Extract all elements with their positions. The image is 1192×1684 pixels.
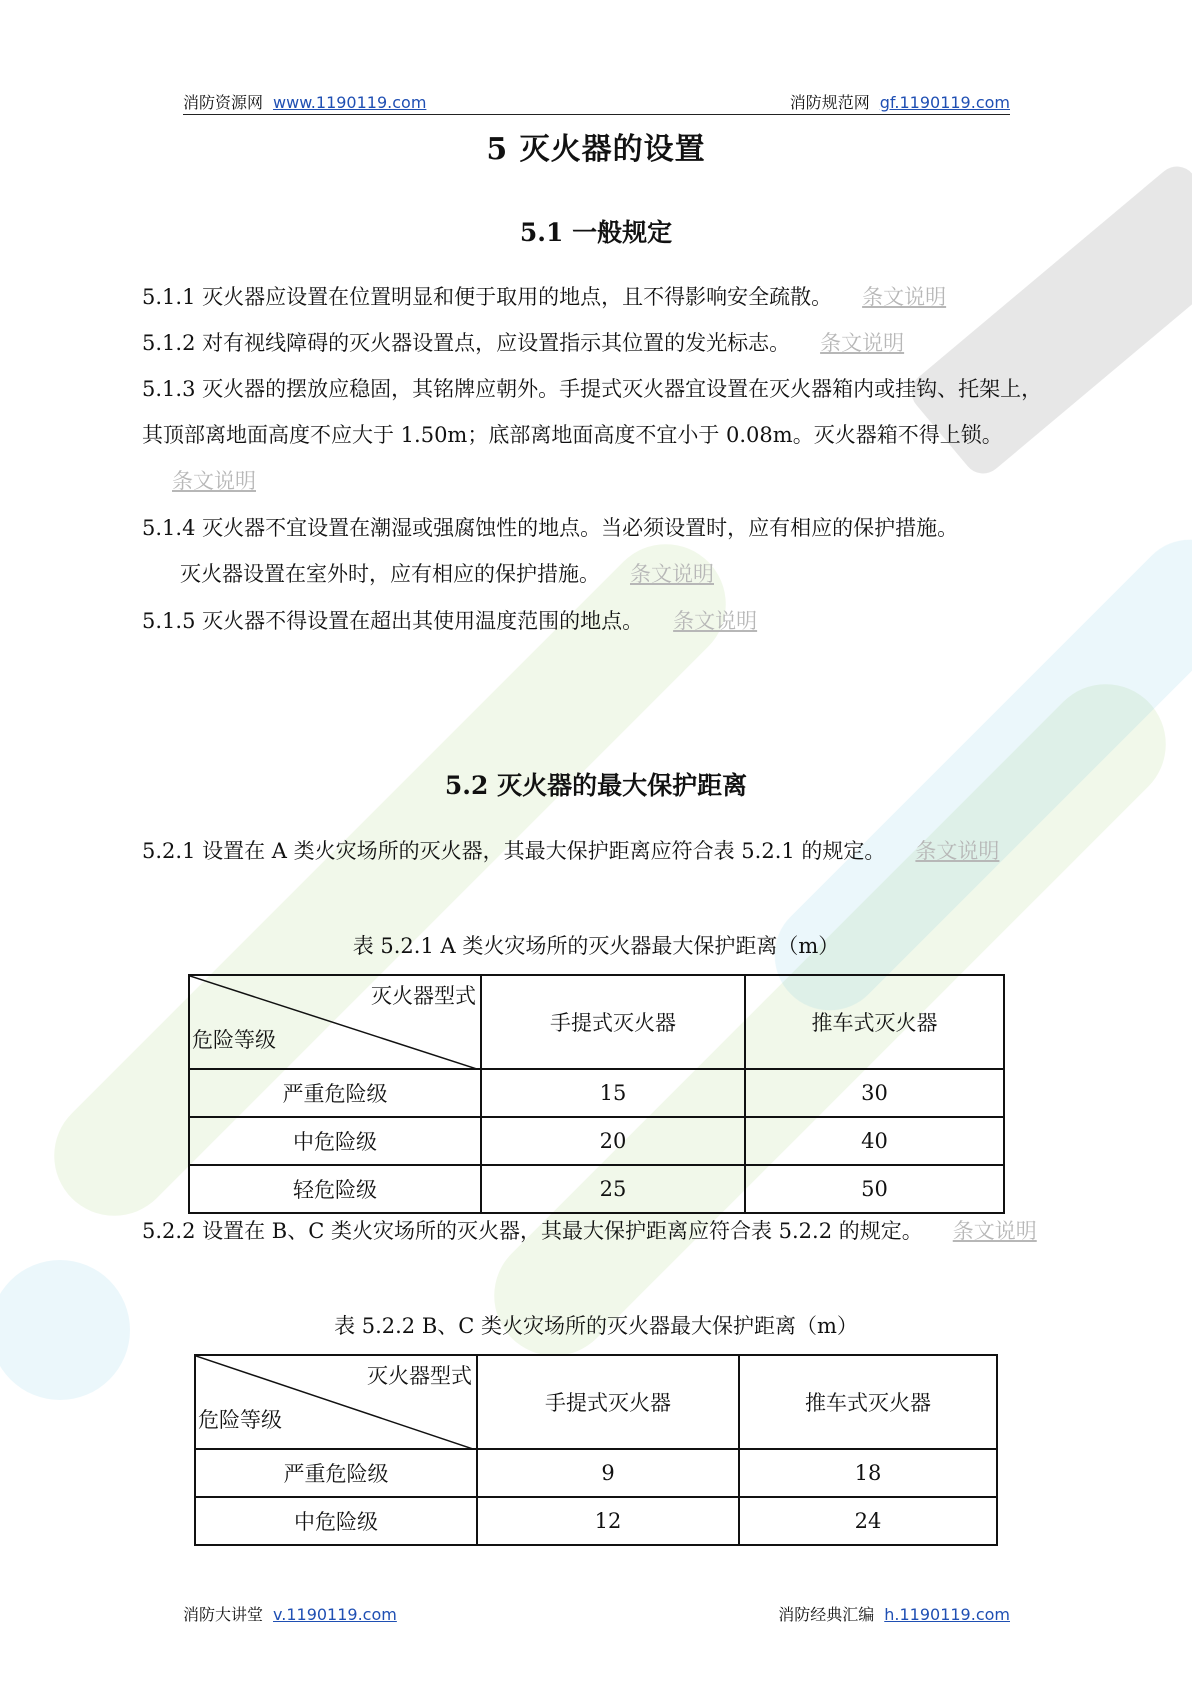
clause-note-link[interactable]: 条文说明: [673, 609, 758, 633]
table-corner-cell: [195, 1355, 477, 1449]
row-level: 严重危险级: [195, 1449, 477, 1497]
row-cart-value: 40: [745, 1117, 1004, 1165]
corner-bottom-label: 危险等级: [198, 1408, 282, 1432]
table-row: [189, 1165, 1004, 1213]
table-row: [195, 1449, 997, 1497]
chapter-title: 5 灭火器的设置: [486, 132, 706, 167]
footer-left-label: 消防大讲堂: [183, 1605, 264, 1624]
clause-note-link[interactable]: 条文说明: [952, 1219, 1037, 1243]
clause-text-cont: 灭火器设置在室外时，应有相应的保护措施。: [180, 562, 600, 586]
row-cart-value: 50: [745, 1165, 1004, 1213]
clause-note-link[interactable]: 条文说明: [862, 285, 947, 309]
clause-text: 5.1.1 灭火器应设置在位置明显和便于取用的地点，且不得影响安全疏散。: [142, 285, 833, 309]
section-title-5-2: 5.2 灭火器的最大保护距离: [444, 771, 748, 800]
corner-bottom-label: 危险等级: [192, 1028, 276, 1052]
footer-left-link[interactable]: v.1190119.com: [273, 1605, 397, 1624]
table-5-2-1: [188, 974, 1005, 1214]
corner-top-label: 灭火器型式: [367, 1364, 472, 1388]
header-right-link[interactable]: gf.1190119.com: [879, 93, 1010, 112]
table-row: [189, 1069, 1004, 1117]
table-row: [189, 1117, 1004, 1165]
row-cart-value: 24: [739, 1497, 997, 1545]
clause-5-1-2: [142, 320, 1052, 366]
clause-note-link[interactable]: 条文说明: [820, 331, 905, 355]
table-1-caption: 表 5.2.1 A 类火灾场所的灭火器最大保护距离（m）: [352, 934, 840, 958]
clause-5-1-4: [142, 505, 1052, 597]
clause-note-link[interactable]: 条文说明: [172, 469, 256, 493]
clause-5-2-2: [142, 1208, 1052, 1254]
row-hand-value: 9: [477, 1449, 739, 1497]
row-hand-value: 12: [477, 1497, 739, 1545]
table-2-caption: 表 5.2.2 B、C 类火灾场所的灭火器最大保护距离（m）: [334, 1314, 858, 1338]
table-corner-cell: [189, 975, 481, 1069]
col-header-hand: 手提式灭火器: [481, 975, 745, 1069]
col-header-cart: 推车式灭火器: [745, 975, 1004, 1069]
row-level: 轻危险级: [189, 1165, 481, 1213]
clause-text: 5.2.1 设置在 A 类火灾场所的灭火器，其最大保护距离应符合表 5.2.1 的规定。: [142, 839, 886, 863]
clause-5-1-3: [142, 366, 1052, 504]
clause-text: 5.1.3 灭火器的摆放应稳固，其铭牌应朝外。手提式灭火器宜设置在灭火器箱内或挂钩、托架上，其顶部离地面高度不应大于 1.50m；底部离地面高度不宜小于 0.08m。灭火器箱不得上锁。: [142, 377, 1043, 447]
clause-5-2-1: [142, 828, 1052, 874]
col-header-hand: 手提式灭火器: [477, 1355, 739, 1449]
table-5-2-2: [194, 1354, 998, 1546]
clause-5-1-1: [142, 274, 1052, 320]
footer-right-link[interactable]: h.1190119.com: [884, 1605, 1010, 1624]
header-left-link[interactable]: www.1190119.com: [273, 93, 427, 112]
row-hand-value: 20: [481, 1117, 745, 1165]
clause-note-link[interactable]: 条文说明: [915, 839, 1000, 863]
clause-text: 5.1.5 灭火器不得设置在超出其使用温度范围的地点。: [142, 609, 644, 633]
row-cart-value: 18: [739, 1449, 997, 1497]
table-row: [195, 1497, 997, 1545]
row-level: 中危险级: [189, 1117, 481, 1165]
col-header-cart: 推车式灭火器: [739, 1355, 997, 1449]
row-hand-value: 25: [481, 1165, 745, 1213]
clause-note-link[interactable]: 条文说明: [630, 562, 714, 586]
footer-right-label: 消防经典汇编: [778, 1605, 875, 1624]
clause-5-1-5: [142, 598, 1052, 644]
header-right-label: 消防规范网: [789, 93, 870, 112]
clause-text: 5.2.2 设置在 B、C 类火灾场所的灭火器，其最大保护距离应符合表 5.2.2 的规定。: [142, 1219, 923, 1243]
clause-text: 5.1.4 灭火器不宜设置在潮湿或强腐蚀性的地点。当必须设置时，应有相应的保护措施。: [142, 516, 959, 540]
clause-text: 5.1.2 对有视线障碍的灭火器设置点，应设置指示其位置的发光标志。: [142, 331, 791, 355]
page-footer: [183, 1600, 1010, 1626]
row-level: 中危险级: [195, 1497, 477, 1545]
section-title-5-1: 5.1 一般规定: [519, 218, 673, 247]
corner-top-label: 灭火器型式: [371, 984, 476, 1008]
row-level: 严重危险级: [189, 1069, 481, 1117]
row-hand-value: 15: [481, 1069, 745, 1117]
row-cart-value: 30: [745, 1069, 1004, 1117]
header-left-label: 消防资源网: [183, 93, 264, 112]
page-header: [183, 88, 1010, 115]
